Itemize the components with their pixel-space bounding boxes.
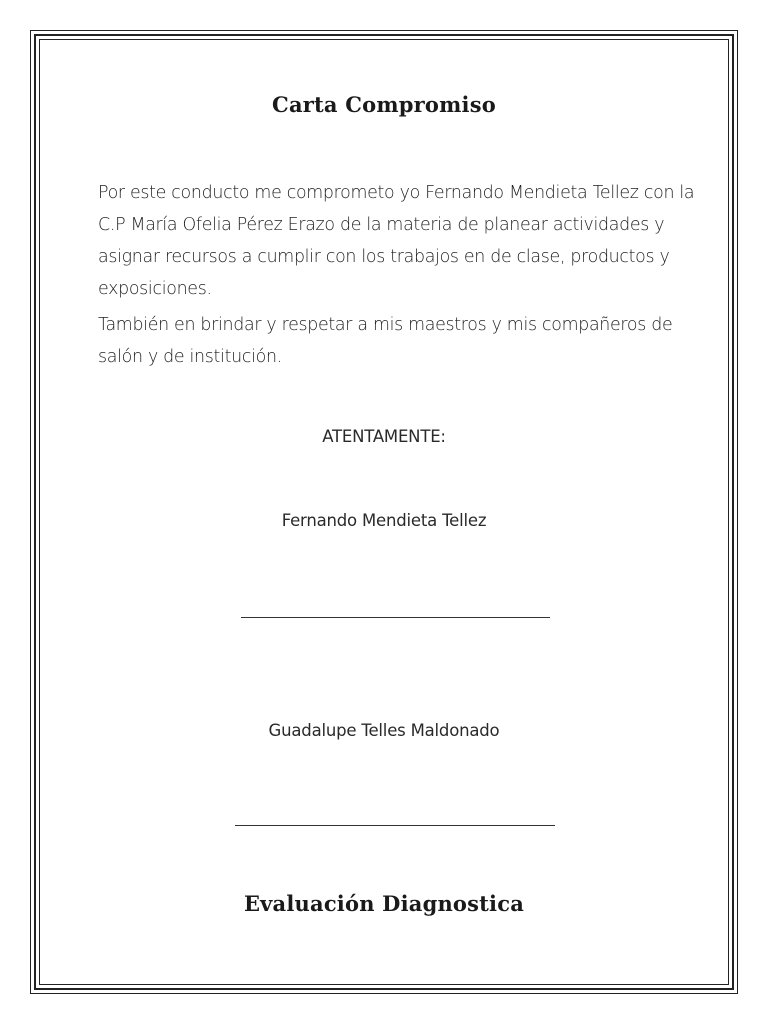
commitment-paragraph: Por este conducto me comprometo yo Fernando Mendieta Tellez con la C.P María Ofelia Pérez Erazo de la materia de planear actividades y asignar recursos a cumplir con los trabajos en de clase, productos y exposiciones. (98, 183, 695, 299)
section-title: Evaluación Diagnostica (243, 891, 525, 916)
signature-line-guardian (235, 825, 555, 826)
closing-text: ATENTAMENTE: (322, 427, 446, 446)
respect-paragraph: También en brindar y respetar a mis maestros y mis compañeros de salón y de institución. (98, 315, 673, 367)
document-title: Carta Compromiso (272, 92, 496, 117)
signer-name-guardian: Guadalupe Telles Maldonado (268, 721, 500, 740)
signature-line-student (241, 617, 550, 618)
signer-name-student: Fernando Mendieta Tellez (281, 511, 487, 530)
